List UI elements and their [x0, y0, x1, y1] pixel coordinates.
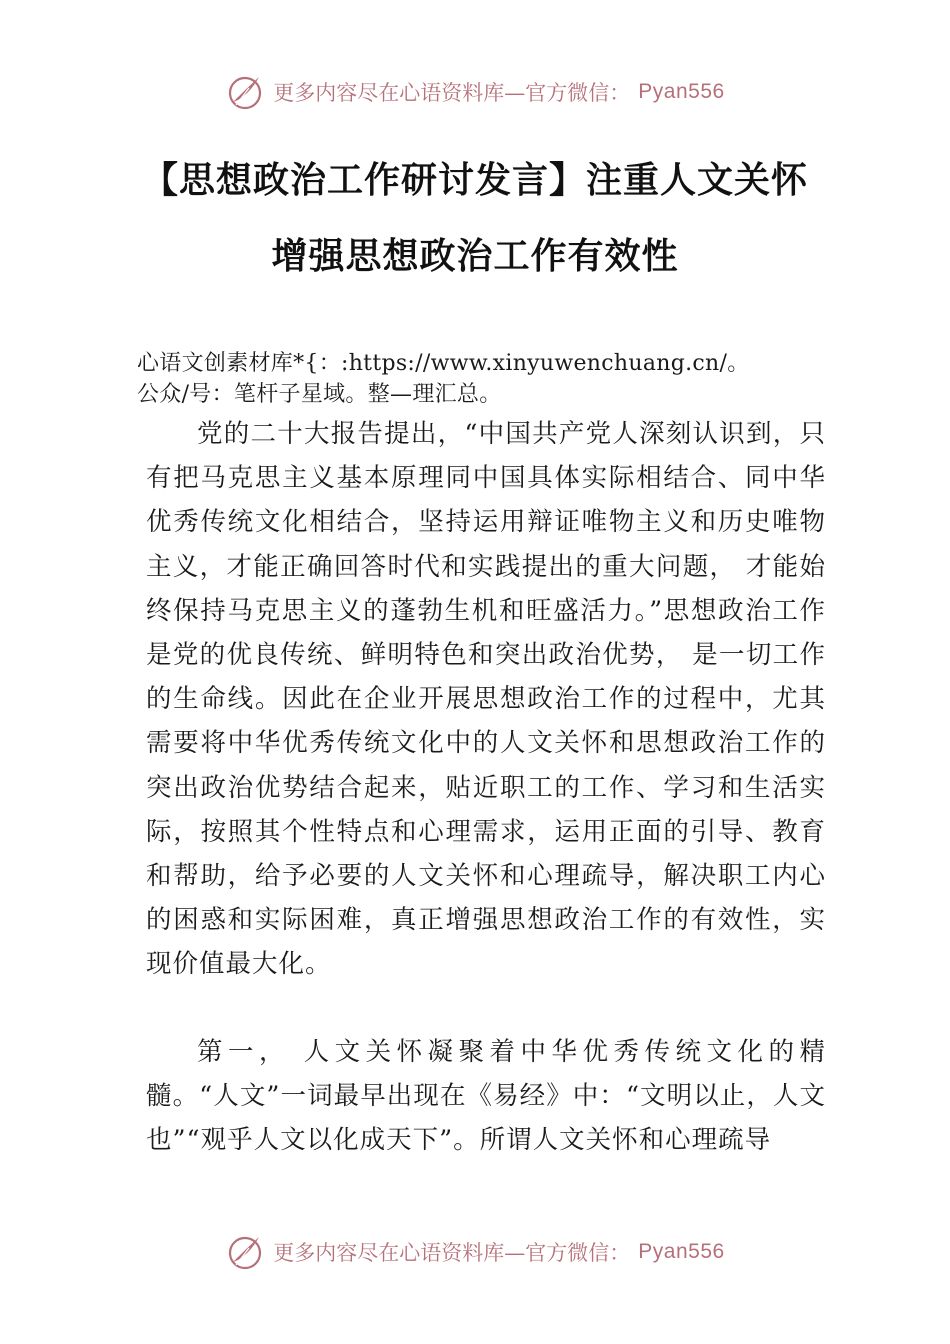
- document-title-line-1: 【思想政治工作研讨发言】注重人文关怀: [141, 160, 808, 201]
- banner-text: 更多内容尽在心语资料库—官方微信：: [273, 81, 631, 105]
- source-note-line-1: 心语文创素材库*{：:https://www.xinyuwenchuang.cn/。: [137, 351, 750, 376]
- quill-logo-icon: [225, 72, 265, 112]
- source-note: [137, 348, 837, 410]
- document-title-line-2: 增强思想政治工作有效性: [271, 236, 679, 277]
- footer-banner: [0, 1230, 950, 1274]
- banner-wechat-id: Pyan556: [638, 80, 725, 103]
- banner-wechat-id: Pyan556: [638, 1240, 725, 1263]
- body-paragraph-1: 党的二十大报告提出，“中国共产党人深刻认识到，只有把马克思主义基本原理同中国具体实际相结合、同中华优秀传统文化相结合，坚持运用辩证唯物主义和历史唯物主义，才能正确回答时代和实践提出的重大问题， 才能始终保持马克思主义的蓬勃生机和旺盛活力。”思想政治工作是党的优良传统、鲜明特色和突出政治优势， 是一切工作的生命线。因此在企业开展思想政治工作的过程中，尤其需要将中华优秀传统文化中的人文关怀和思想政治工作的突出政治优势结合起来，贴近职工的工作、学习和生活实际，按照其个性特点和心理需求，运用正面的引导、教育和帮助，给予必要的人文关怀和心理疏导，解决职工内心的困惑和实际困难，真正增强思想政治工作的有效性，实现价值最大化。: [146, 419, 826, 980]
- body-paragraph-2: 第一， 人文关怀凝聚着中华优秀传统文化的精髓。“人文”一词最早出现在《易经》中：“文明以止，人文也”“观乎人文以化成天下”。所谓人文关怀和心理疏导: [146, 1037, 826, 1156]
- banner-text: 更多内容尽在心语资料库—官方微信：: [273, 1241, 631, 1265]
- quill-logo-icon: [225, 1232, 265, 1272]
- source-note-line-2: 公众/号：笔杆子星域。整—理汇总。: [137, 382, 502, 407]
- header-banner: [0, 70, 950, 114]
